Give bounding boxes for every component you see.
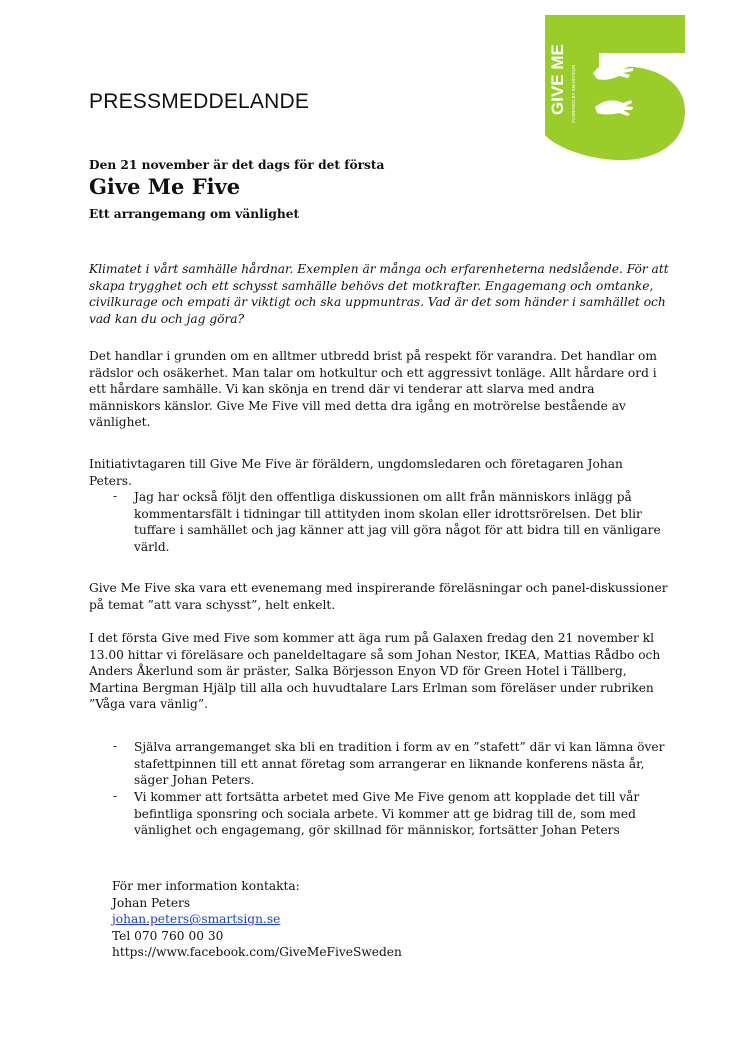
intro-paragraph: Klimatet i vårt samhälle hårdnar. Exemplen är många och erfarenheterna nedslående. För att skapa trygghet och ett schysst samhälle behövs det motkrafter. Engagemang och omtanke, civilkurage och empati är viktigt och ska uppmuntras. Vad är det som händer i samhället och vad kan du och jag göra?: [89, 262, 669, 326]
dash-bullet: -: [113, 739, 118, 753]
logo-tagline: POWERED BY SMARTSIGN: [571, 64, 576, 123]
quote-3: Vi kommer att fortsätta arbetet med Give Me Five genom att kopplade det till vår befintliga sponsring och sociala arbete. Vi kommer att ge bidrag till de, som med vänlighet och engagemang, gör skillnad för människor, fortsätter Johan Peters: [134, 790, 640, 838]
dash-bullet: -: [113, 789, 118, 803]
contact-phone: Tel 070 760 00 30: [112, 928, 224, 943]
contact-block: [112, 878, 402, 961]
body-paragraph-4: I det första Give med Five som kommer att äga rum på Galaxen fredag den 21 november kl 13.00 hittar vi föreläsare och paneldeltagare så som Johan Nestor, IKEA, Mattias Rådbo och Anders Åkerlund som är präster, Salka Börjesson Enyon VD för Green Hotel i Tällberg, Martina Bergman Hjälp till alla och huvudtalare Lars Erlman som föreläser under rubriken ”Våga vara vänlig”.: [89, 631, 661, 712]
contact-name: Johan Peters: [112, 895, 191, 910]
quote-1: Jag har också följt den offentliga diskussionen om allt från människors inlägg på kommentarsfält i tidningar till attityden inom skolan eller idrottsrörelsen. Det blir tuffare i samhället och jag känner att jag vill göra något för att bidra till en vänligare värld.: [134, 490, 661, 554]
contact-facebook-url: https://www.facebook.com/GiveMeFiveSweden: [112, 945, 402, 960]
quote-2: Själva arrangemanget ska bli en tradition i form av en ”stafett” där vi kan lämna över stafettpinnen till ett annat företag som arrangerar en liknande konferens nästa år, säger Johan Peters.: [134, 740, 665, 788]
give-me-five-logo: [535, 15, 685, 160]
dash-bullet: -: [113, 489, 118, 503]
document-heading: PRESSMEDDELANDE: [89, 90, 310, 113]
contact-heading: För mer information kontakta:: [112, 879, 300, 893]
article-subtitle: Ett arrangemang om vänlighet: [89, 207, 300, 221]
body-paragraph-1: Det handlar i grunden om en alltmer utbredd brist på respekt för varandra. Det handlar om rädslor och osäkerhet. Man talar om hotkultur och ett aggressivt tonläge. Allt hårdare ord i ett hårdare samhälle. Vi kan skönja en trend där vi tenderar att slarva med andra människors känslor. Give Me Five vill med detta dra igång en motrörelse bestående av vänlighet.: [89, 349, 657, 430]
logo-text: GIVE ME: [548, 44, 567, 115]
body-paragraph-3: Give Me Five ska vara ett evenemang med inspirerande föreläsningar och panel-diskussioner på temat ”att vara schysst”, helt enkelt.: [89, 581, 668, 612]
contact-email-link[interactable]: johan.peters@smartsign.se: [112, 912, 281, 927]
preheading: Den 21 november är det dags för det första: [89, 158, 385, 172]
body-paragraph-2: Initiativtagaren till Give Me Five är föräldern, ungdomsledaren och företagaren Johan Peters.: [89, 457, 623, 488]
article-title: Give Me Five: [89, 174, 241, 199]
